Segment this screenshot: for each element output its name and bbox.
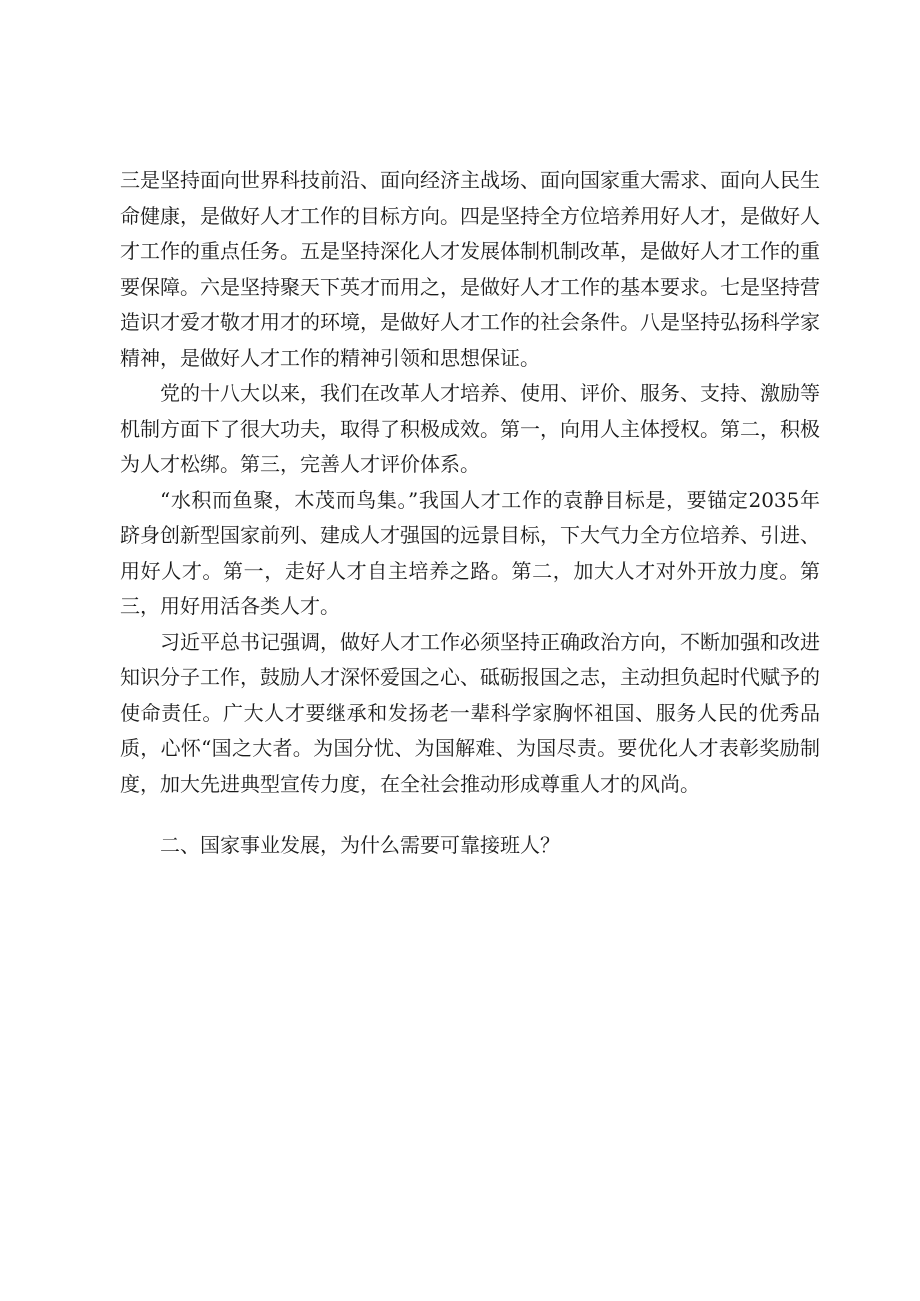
paragraph-political-direction: 习近平总书记强调，做好人才工作必须坚持正确政治方向，不断加强和改进知识分子工作，鼓励人才深怀爱国之心、砥砺报国之志，主动担负起时代赋予的使命责任。广大人才要继承和发扬老一辈科学家胸怀祖国、服务人民的优秀品质，心怀“国之大者。为国分忧、为国解难、为国尽责。要优化人才表彰奖励制度，加大先进典型宣传力度，在全社会推动形成尊重人才的风尚。 bbox=[120, 629, 820, 796]
section-heading: 二、国家事业发展，为什么需要可靠接班人？ bbox=[160, 833, 560, 857]
paragraph-goals: “水积而鱼聚，木茂而鸟集。”我国人才工作的袁静目标是，要锚定2035年跻身创新型国家前列、建成人才强国的远景目标，下大气力全方位培养、引进、用好人才。第一，走好人才自主培养之路。第二，加大人才对外开放力度。第三，用好用活各类人才。 bbox=[120, 487, 820, 618]
paragraph-reforms: 党的十八大以来，我们在改革人才培养、使用、评价、服务、支持、激励等机制方面下了很大功夫，取得了积极成效。第一，向用人主体授权。第二，积极为人才松绑。第三，完善人才评价体系。 bbox=[120, 381, 820, 476]
document-body bbox=[120, 163, 820, 864]
paragraph-principles: 三是坚持面向世界科技前沿、面向经济主战场、面向国家重大需求、面向人民生命健康，是做好人才工作的目标方向。四是坚持全方位培养用好人才，是做好人才工作的重点任务。五是坚持深化人才发展体制机制改革，是做好人才工作的重要保障。六是坚持聚天下英才而用之，是做好人才工作的基本要求。七是坚持营造识才爱才敬才用才的环境，是做好人才工作的社会条件。八是坚持弘扬科学家精神，是做好人才工作的精神引领和思想保证。 bbox=[120, 168, 820, 370]
